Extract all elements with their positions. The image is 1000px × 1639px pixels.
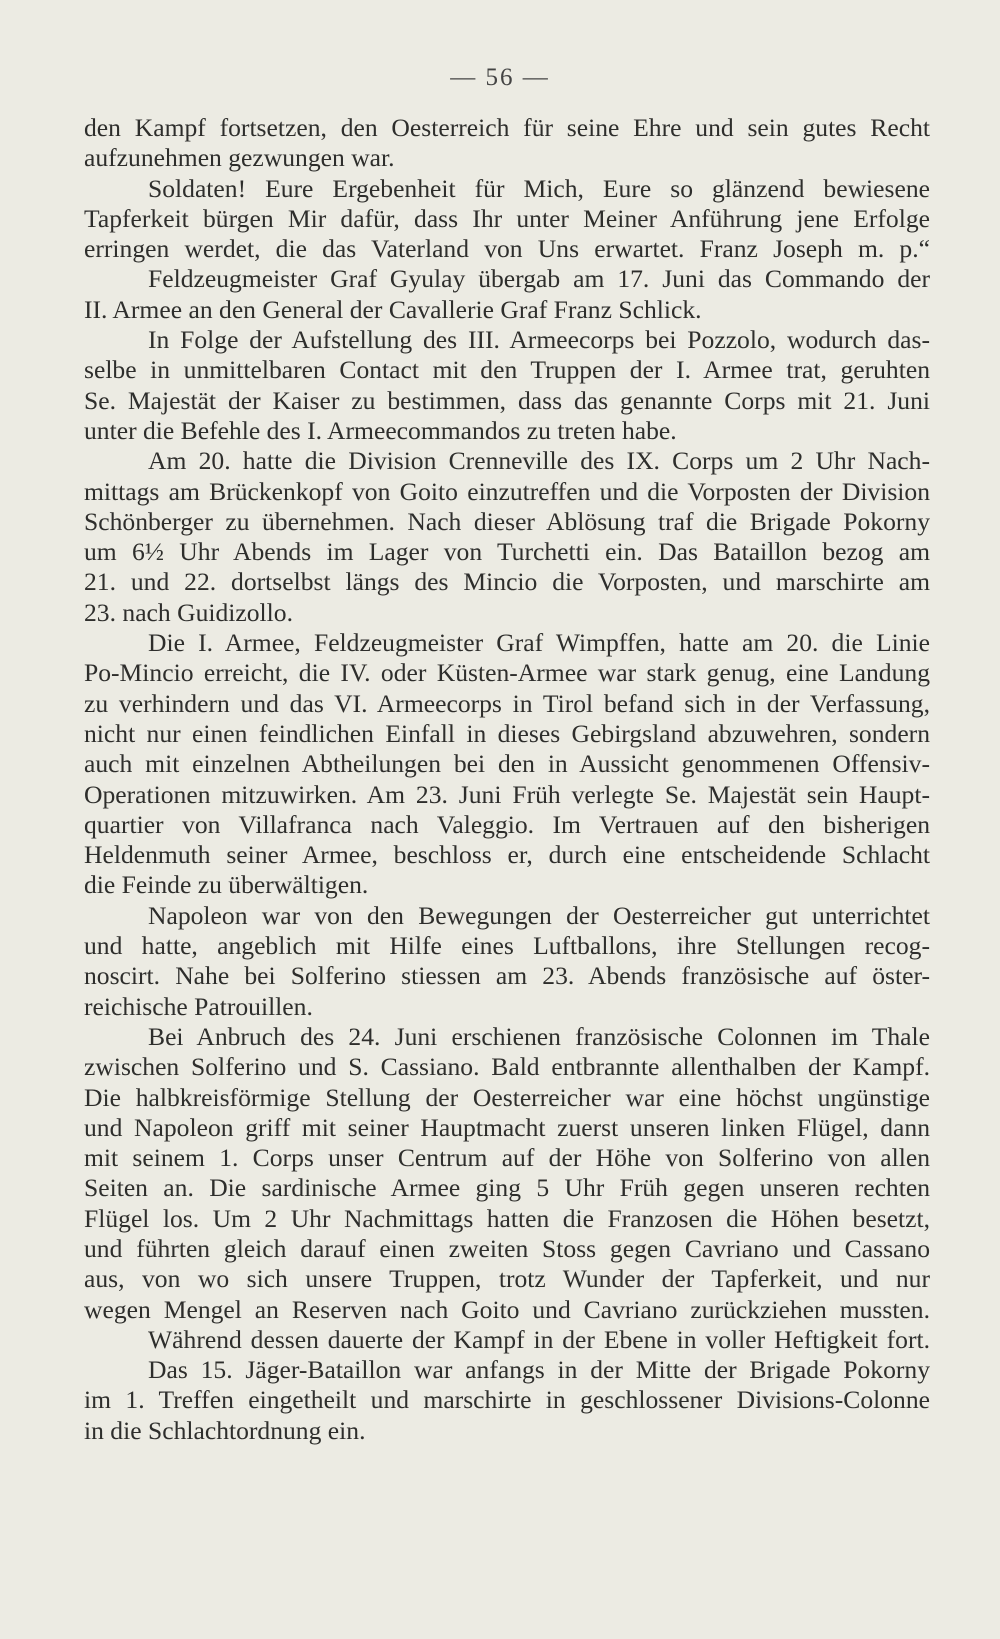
text-line: auch mit einzelnen Abtheilungen bei den in Aussicht genommenen Offensiv- [84, 749, 930, 779]
text-line: aufzunehmen gezwungen war. [84, 143, 395, 173]
text-line: selbe in unmittelbaren Contact mit den Truppen der I. Armee trat, geruhten [84, 355, 930, 385]
text-line: zu verhindern und das VI. Armeecorps in Tirol befand sich in der Verfassung, [84, 688, 930, 718]
text-line: mittags am Brückenkopf von Goito einzutreffen und die Vorposten der Division [84, 476, 930, 506]
text-line: Während dessen dauerte der Kampf in der Ebene in voller Heftigkeit fort. [148, 1324, 930, 1354]
text-line: erringen werdet, die das Vaterland von Uns erwartet. Franz Joseph m. p.“ [84, 234, 930, 264]
body-text [84, 113, 930, 1446]
text-line: und Napoleon griff mit seiner Hauptmacht zuerst unseren linken Flügel, dann [84, 1112, 930, 1142]
text-line: in die Schlachtordnung ein. [84, 1415, 366, 1445]
text-line: noscirt. Nahe bei Solferino stiessen am 23. Abends französische auf öster- [84, 961, 930, 991]
text-line: In Folge der Aufstellung des III. Armeecorps bei Pozzolo, wodurch das- [148, 325, 930, 355]
text-line: und hatte, angeblich mit Hilfe eines Luftballons, ihre Stellungen recog- [84, 931, 930, 961]
text-line: die Feinde zu überwältigen. [84, 870, 369, 900]
text-line: Soldaten! Eure Ergebenheit für Mich, Eure so glänzend bewiesene [148, 173, 930, 203]
text-line: reichische Patrouillen. [84, 991, 313, 1021]
text-line: im 1. Treffen eingetheilt und marschirte in geschlossener Divisions-Colonne [84, 1385, 930, 1415]
text-line: Am 20. hatte die Division Crenneville des IX. Corps um 2 Uhr Nach- [148, 446, 930, 476]
text-line: Die I. Armee, Feldzeugmeister Graf Wimpffen, hatte am 20. die Linie [148, 628, 930, 658]
text-line: 23. nach Guidizollo. [84, 597, 293, 627]
text-line: Operationen mitzuwirken. Am 23. Juni Früh verlegte Se. Majestät sein Haupt- [84, 779, 930, 809]
text-line: 21. und 22. dortselbst längs des Mincio die Vorposten, und marschirte am [84, 567, 930, 597]
text-line: Se. Majestät der Kaiser zu bestimmen, dass das genannte Corps mit 21. Juni [84, 385, 930, 415]
text-line: Tapferkeit bürgen Mir dafür, dass Ihr unter Meiner Anführung jene Erfolge [84, 203, 930, 233]
text-line: Schönberger zu übernehmen. Nach dieser Ablösung traf die Brigade Pokorny [84, 506, 930, 536]
text-line: mit seinem 1. Corps unser Centrum auf der Höhe von Solferino von allen [84, 1143, 930, 1173]
text-line: um 6½ Uhr Abends im Lager von Turchetti ein. Das Bataillon bezog am [84, 537, 930, 567]
text-line: Das 15. Jäger-Bataillon war anfangs in der Mitte der Brigade Pokorny [148, 1355, 930, 1385]
text-line: aus, von wo sich unsere Truppen, trotz Wunder der Tapferkeit, und nur [84, 1264, 930, 1294]
text-line: und führten gleich darauf einen zweiten Stoss gegen Cavriano und Cassano [84, 1233, 930, 1263]
text-line: unter die Befehle des I. Armeecommandos zu treten habe. [84, 415, 677, 445]
text-line: Heldenmuth seiner Armee, beschloss er, durch eine entscheidende Schlacht [84, 840, 930, 870]
text-line: Seiten an. Die sardinische Armee ging 5 Uhr Früh gegen unseren rechten [84, 1173, 930, 1203]
text-line: quartier von Villafranca nach Valeggio. Im Vertrauen auf den bisherigen [84, 809, 930, 839]
text-line: Po-Mincio erreicht, die IV. oder Küsten-Armee war stark genug, eine Landung [84, 658, 930, 688]
text-line: den Kampf fortsetzen, den Oesterreich für seine Ehre und sein gutes Recht [84, 113, 930, 142]
text-line: Bei Anbruch des 24. Juni erschienen französische Colonnen im Thale [148, 1021, 930, 1051]
text-line: nicht nur einen feindlichen Einfall in dieses Gebirgsland abzuwehren, sondern [84, 718, 930, 748]
text-line: Napoleon war von den Bewegungen der Oesterreicher gut unterrichtet [148, 900, 930, 930]
text-line: II. Armee an den General der Cavallerie Graf Franz Schlick. [84, 294, 702, 324]
text-line: Feldzeugmeister Graf Gyulay übergab am 17. Juni das Commando der [148, 264, 930, 294]
text-line: Die halbkreisförmige Stellung der Oesterreicher war eine höchst ungünstige [84, 1082, 930, 1112]
text-line: wegen Mengel an Reserven nach Goito und Cavriano zurückziehen mussten. [84, 1294, 930, 1324]
page-number: — 56 — [450, 64, 550, 91]
text-line: Flügel los. Um 2 Uhr Nachmittags hatten die Franzosen die Höhen besetzt, [84, 1203, 930, 1233]
text-line: zwischen Solferino und S. Cassiano. Bald entbrannte allenthalben der Kampf. [84, 1052, 930, 1082]
